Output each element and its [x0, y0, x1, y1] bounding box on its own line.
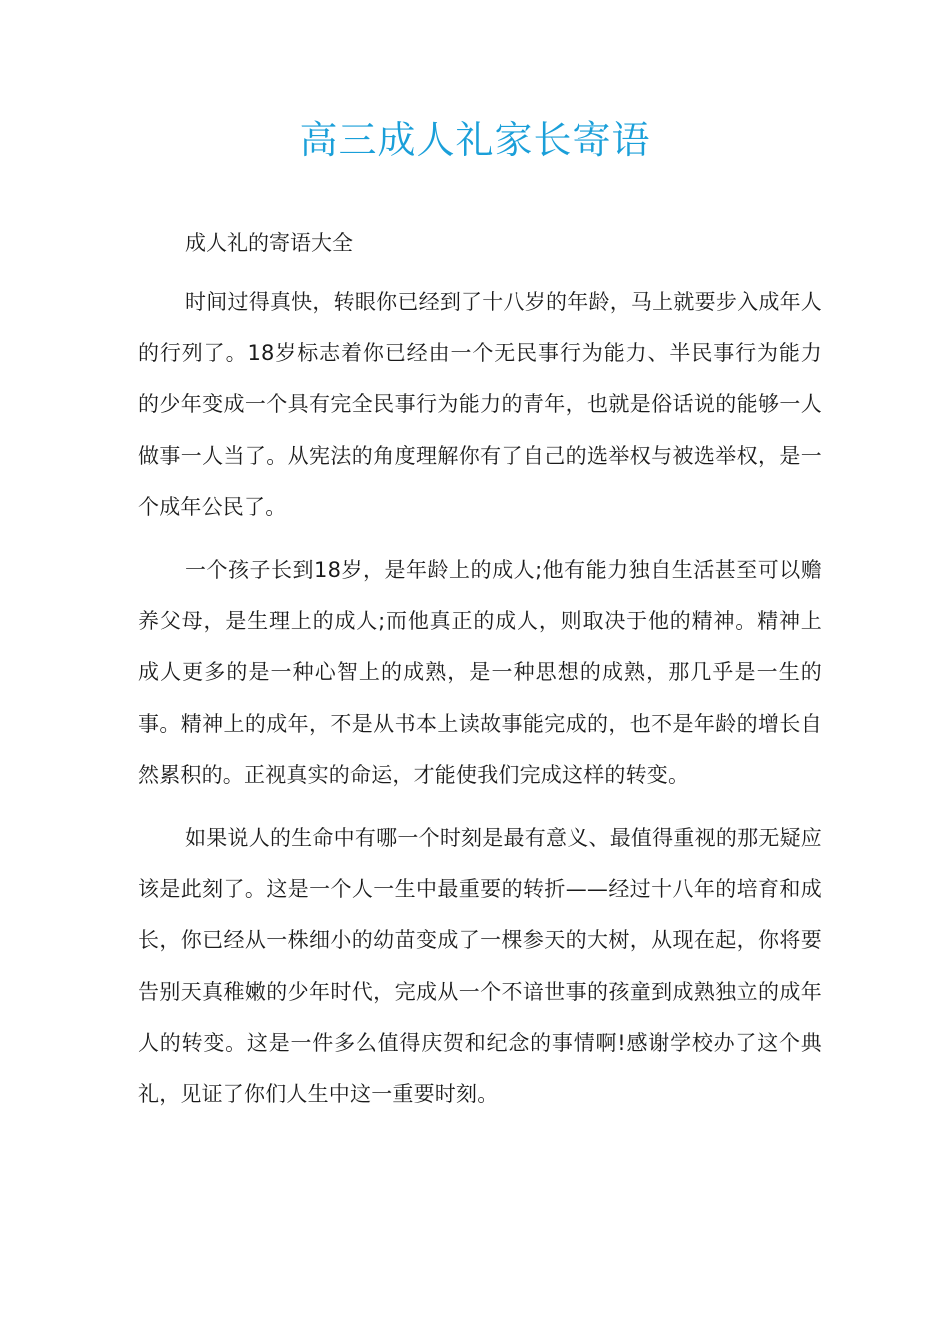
paragraph-1: 时间过得真快，转眼你已经到了十八岁的年龄，马上就要步入成年人的行列了。18岁标志着你已经由一个无民事行为能力、半民事行为能力的少年变成一个具有完全民事行为能力的青年，也就是俗话说的能够一人做事一人当了。从宪法的角度理解你有了自己的选举权与被选举权，是一个成年公民了。 [138, 290, 822, 519]
document-subtitle: 成人礼的寄语大全 [185, 231, 353, 255]
document-body [138, 277, 822, 1132]
document-title: 高三成人礼家长寄语 [299, 118, 651, 162]
paragraph-2: 一个孩子长到18岁，是年龄上的成人;他有能力独自生活甚至可以赡养父母，是生理上的成人;而他真正的成人，则取决于他的精神。精神上成人更多的是一种心智上的成熟，是一种思想的成熟，那几乎是一生的事。精神上的成年，不是从书本上读故事能完成的，也不是年龄的增长自然累积的。正视真实的命运，才能使我们完成这样的转变。 [138, 558, 822, 787]
paragraph-3: 如果说人的生命中有哪一个时刻是最有意义、最值得重视的那无疑应该是此刻了。这是一个人一生中最重要的转折——经过十八年的培育和成长，你已经从一株细小的幼苗变成了一棵参天的大树，从现在起，你将要告别天真稚嫩的少年时代，完成从一个不谙世事的孩童到成熟独立的成年人的转变。这是一件多么值得庆贺和纪念的事情啊!感谢学校办了这个典礼，见证了你们人生中这一重要时刻。 [138, 826, 822, 1107]
